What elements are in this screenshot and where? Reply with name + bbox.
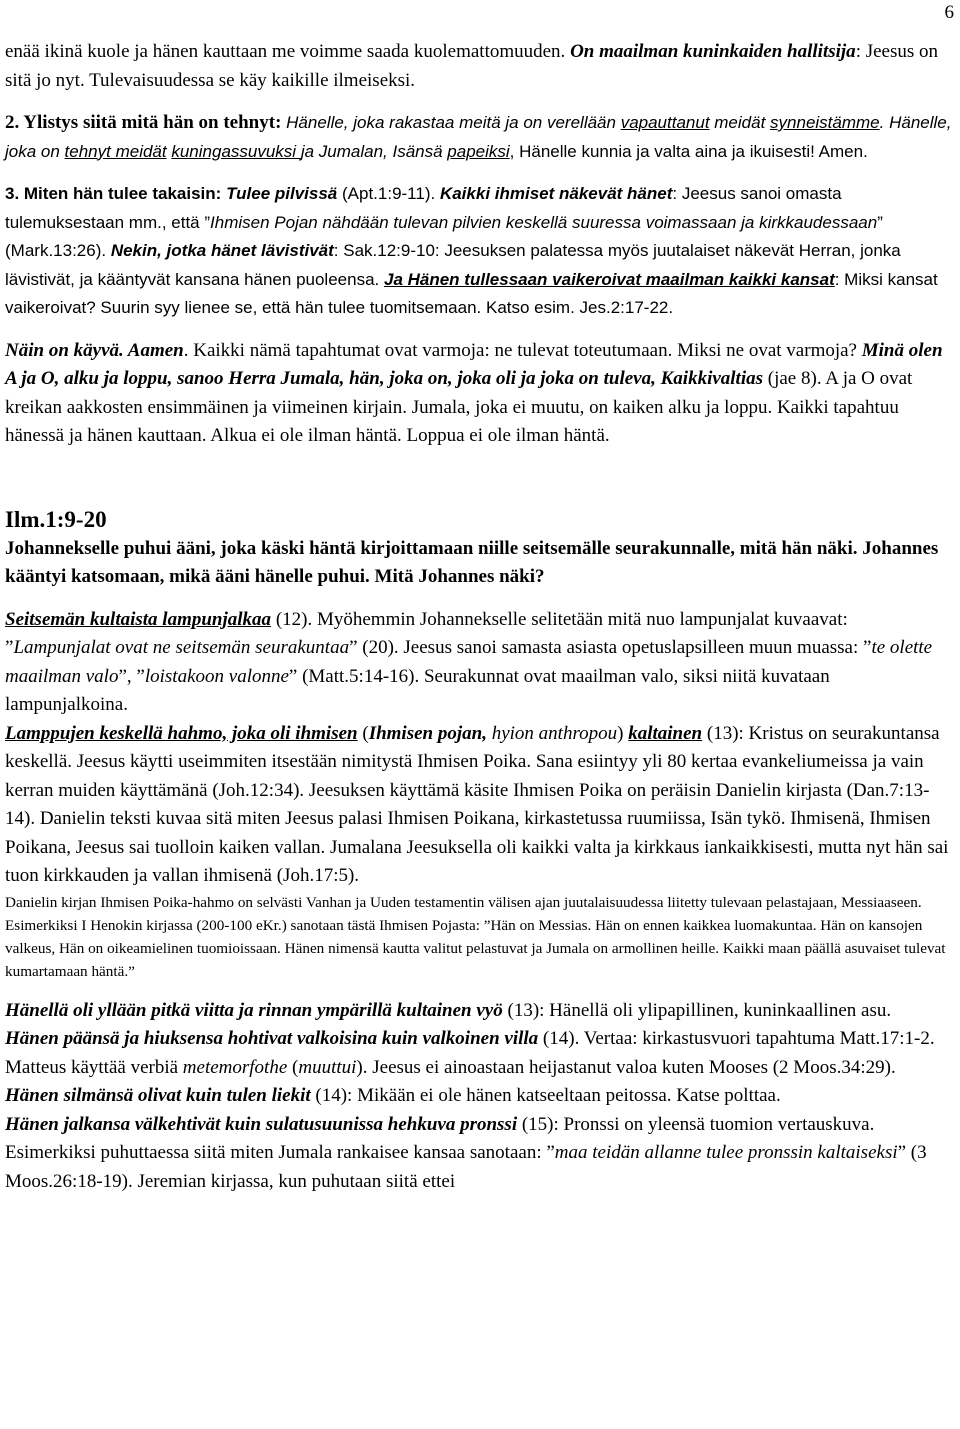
footnote-paragraph: Danielin kirjan Ihmisen Poika-hahmo on selvästi Vanhan ja Uuden testamentin välisen ajan juutalaisuudessa liitetty tulevaan pelastajaan, Messiaaseen. Esimerkiksi I Henokin kirjassa (200-100 eKr.) sanotaan tästä Ihmisen Pojasta: ”Hän on Messias. Hän on ennen kaikkea luomakuntaa. Hän on kansojen valkeus, Hän on oikeamielinen tuomioissaan. Hänen nimensä kautta valitut pelastuvat ja Jumala on armollinen heille. Kaikki maan päällä asuvaiset tulevat kumartamaan häntä.” [5,893,946,980]
paragraph-4: Näin on käyvä. Aamen. Kaikki nämä tapahtumat ovat varmoja: ne tulevat toteutumaan. Miksi ne ovat varmoja? Minä olen A ja O, alku ja loppu, sanoo Herra Jumala, hän, joka on, joka oli ja joka on tuleva, Kaikkivaltias (jae 8). A ja O ovat kreikan aakkosten ensimmäinen ja viimeinen kirjain. Jumala, joka ei muutu, on kaiken alku ja loppu. Kaikki tapahtuu hänessä ja hänen kauttaan. Alkua ei ole ilman häntä. Loppua ei ole ilman häntä. [5,339,943,446]
intro-paragraph: Johannekselle puhui ääni, joka käski häntä kirjoittamaan niille seitsemälle seurakunnalle, mitä hän näki. Johannes kääntyi katsomaan, mikä ääni hänelle puhui. Mitä Johannes näki? [5,537,939,587]
paragraph-6: Lamppujen keskellä hahmo, joka oli ihmisen (Ihmisen pojan, hyion anthropou) kaltainen (13): Kristus on seurakuntansa keskellä. Jeesus käytti useimmiten itsestään nimitystä Ihmisen Poika. Sana esiintyy yli 80 kertaa evankeliumeissa ja vain kerran muiden käyttämänä (Joh.12:34). Jeesuksen käyttämä käsite Ihmisen Poika on peräisin Danielin kirjasta (Dan.7:13-14). Danielin teksti kuvaa sitä miten Jeesus palasi Ihmisen Poikana, kirkastetussa ruumiissa, Isän tykö. Ihmisenä, Ihmisen Poikana, Jeesus sai tuolloin kaiken vallan. Jumalana Jeesuksella oli kaikki valta ja kirkkaus iankaikkisesti, mutta nyt hän sai tuon kirkkauden ja vallan ihmisenä (Joh.17:5). [5,722,949,886]
page-number: 6 [944,2,954,23]
section-heading: Ilm.1:9-20 [5,506,107,532]
paragraph-9: Hänen silmänsä olivat kuin tulen liekit (14): Mikään ei ole hänen katseeltaan peitossa. Katse polttaa. [5,1085,781,1106]
paragraph-2: 2. Ylistys siitä mitä hän on tehnyt: Hänelle, joka rakastaa meitä ja on verellään vapauttanut meidät synneistämme. Hänelle, joka on tehnyt meidät kuningassuvuksi ja Jumalan, Isänsä papeiksi, Hänelle kunnia ja valta aina ja ikuisesti! Amen. [5,112,952,161]
paragraph-3: 3. Miten hän tulee takaisin: Tulee pilvissä (Apt.1:9-11). Kaikki ihmiset näkevät hänet: Jeesus sanoi omasta tulemuksestaan mm., että ”Ihmisen Pojan nähdään tulevan pilvien keskellä suuressa voimassaan ja kirkkaudessaan” (Mark.13:26). Nekin, jotka hänet lävistivät: Sak.12:9-10: Jeesuksen palatessa myös juutalaiset näkevät Herran, jonka lävistivät, ja kääntyvät kansana hänen puoleensa. Ja Hänen tullessaan vaikeroivat maailman kaikki kansat: Miksi kansat vaikeroivat? Suurin syy lienee se, että hän tulee tuomitsemaan. Katso esim. Jes.2:17-22. [5,184,938,317]
paragraph-1: enää ikinä kuole ja hänen kauttaan me voimme saada kuolemattomuuden. On maailman kuninkaiden hallitsija: Jeesus on sitä jo nyt. Tulevaisuudessa se käy kaikille ilmeiseksi. [5,41,939,91]
paragraph-8: Hänen päänsä ja hiuksensa hohtivat valkoisina kuin valkoinen villa (14). Vertaa: kirkastusvuori tapahtuma Matt.17:1-2. Matteus käyttää verbiä metemorfothe (muuttui). Jeesus ei ainoastaan heijastanut valoa kuten Mooses (2 Moos.34:29). [5,1028,935,1078]
paragraph-7: Hänellä oli yllään pitkä viitta ja rinnan ympärillä kultainen vyö (13): Hänellä oli ylipapillinen, kuninkaallinen asu. [5,999,892,1021]
document-body [5,38,955,1196]
paragraph-10: Hänen jalkansa välkehtivät kuin sulatusuunissa hehkuva pronssi (15): Pronssi on yleensä tuomion vertauskuva. Esimerkiksi puhuttaessa siitä miten Jumala rankaisee kansaa sanotaan: ”maa teidän allanne tulee pronssin kaltaiseksi” (3 Moos.26:18-19). Jeremian kirjassa, kun puhutaan siitä ettei [5,1113,927,1192]
paragraph-5: Seitsemän kultaista lampunjalkaa (12). Myöhemmin Johannekselle selitetään mitä nuo lampunjalat kuvaavat: ”Lampunjalat ovat ne seitsemän seurakuntaa” (20). Jeesus sanoi samasta asiasta opetuslapsilleen muun muassa: ”te olette maailman valo”, ”loistakoon valonne” (Matt.5:14-16). Seurakunnat ovat maailman valo, siksi niitä kuvataan lampunjalkoina. [5,608,933,715]
